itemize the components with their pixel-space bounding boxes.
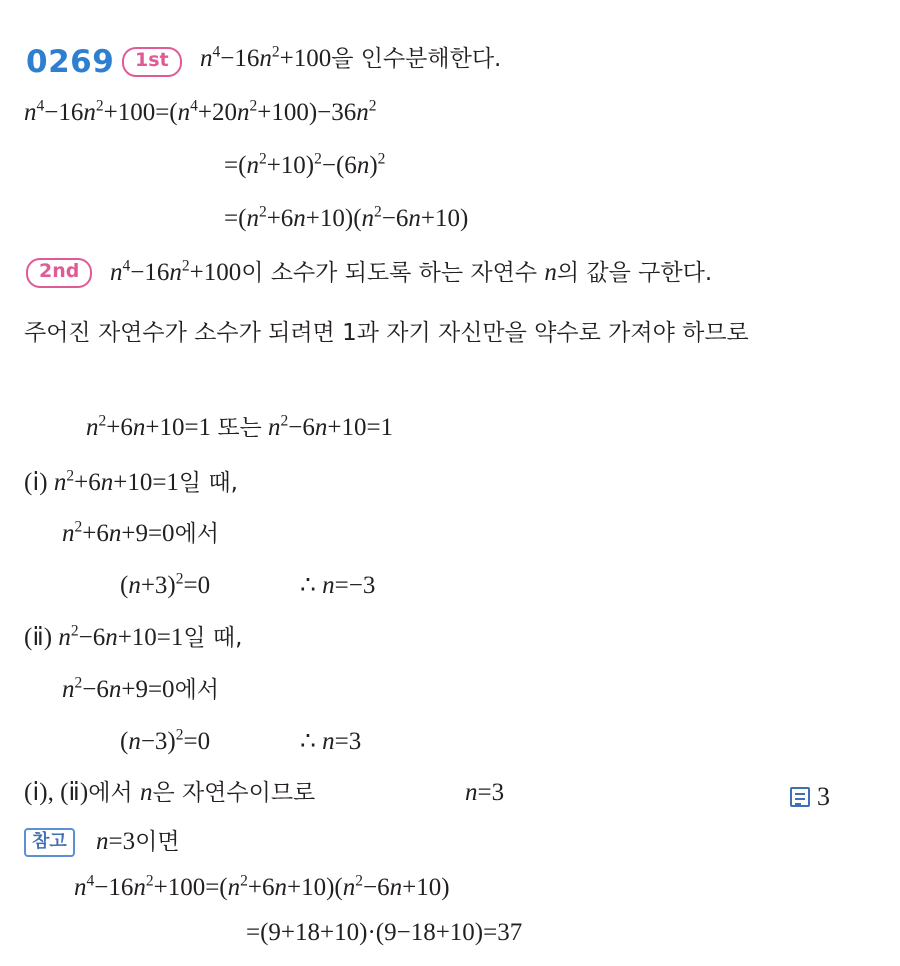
case-2-conclusion: ∴ n=3 [300,728,362,755]
note-line-1: $n^4-16n^2+100=(n^2+6n+10)(n^2-6n+10)$ [74,872,450,901]
note-line-2: =(9+18+10)·(9−18+10)=37 [246,919,523,946]
step1-line-2: $=(n^2+10)^2-(6n)^2$ [224,150,386,179]
step1-line-3: $=(n^2+6n+10)(n^2-6n+10)$ [224,203,469,232]
case-1-heading: (ⅰ) $n^2+6n+10=1$일 때, [24,467,238,496]
step-1-badge: 1st [122,47,182,77]
answer-value: 3 [817,782,830,811]
final-line: (ⅰ), (ⅱ)에서 n은 자연수이므로 [24,779,316,806]
case-2-line-2: $(n-3)^2=0$ [120,726,211,755]
case-1-line-1: $n^2+6n+9=0$에서 [62,518,219,547]
case-2-line-1: $n^2-6n+9=0$에서 [62,674,219,703]
step-2-badge: 2nd [26,258,92,288]
step2-heading: $n^4-16n^2+100$이 소수가 되도록 하는 자연수 n의 값을 구한다. [110,257,713,286]
answer-box-icon [790,787,810,807]
note-condition: n=3이면 [96,828,180,855]
problem-number: 0269 [26,44,115,80]
case-1-conclusion: ∴ n=−3 [300,572,376,599]
step1-heading: $n^4-16n^2+100$을 인수분해한다. [200,43,502,72]
step2-condition: $n^2+6n+10=1$ 또는 $n^2-6n+10=1$ [86,412,394,441]
step2-paragraph: 주어진 자연수가 소수가 되려면 1과 자기 자신만을 약수로 가져야 하므로 [24,320,749,346]
case-2-heading: (ⅱ) $n^2-6n+10=1$일 때, [24,622,243,651]
case-1-line-2: $(n+3)^2=0$ [120,570,211,599]
step1-line-1: $n^4-16n^2+100=(n^4+20n^2+100)-36n^2$ [24,97,377,126]
answer-badge [790,782,830,812]
final-value: n=3 [465,779,505,806]
note-badge: 참고 [24,828,75,857]
